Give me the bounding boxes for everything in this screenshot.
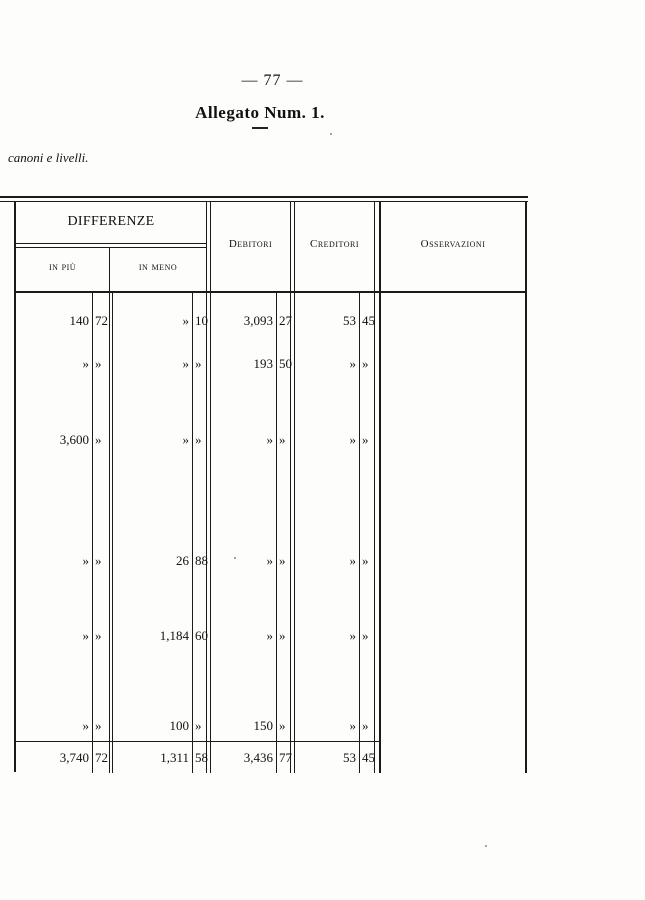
differenze-rule-2 [14,247,206,248]
cell-piu-dec: » [95,432,102,447]
cell-piu-dec: 72 [95,750,108,765]
top-rule [0,196,528,198]
cell-cred-dec: » [362,432,369,447]
rule-deb-end-b [294,201,295,773]
cell-deb-int: 3,436 [243,750,273,765]
cell-meno-int: » [182,356,189,371]
cell-piu-int: » [82,718,89,733]
cell-deb-int: 150 [253,718,273,733]
speck [234,557,236,559]
cell-cred-dec: » [362,356,369,371]
cell-meno-dec: 10 [195,313,208,328]
cell-piu-dec: » [95,718,102,733]
page-number: — 77 — [241,72,304,89]
cell-cred-dec: » [362,628,369,643]
totals-rule [16,741,380,742]
header-osservazioni: Osservazioni [420,238,486,250]
cell-piu-int: » [82,356,89,371]
cell-cred-dec: 45 [362,750,375,765]
cell-meno-int: » [182,313,189,328]
cell-cred-int: » [349,432,356,447]
annex-title: Allegato Num. 1. [195,103,325,122]
cell-piu-int: » [82,553,89,568]
rule-left [14,201,16,772]
cell-cred-int: » [349,718,356,733]
cell-cred-dec: » [362,553,369,568]
rule-diff-end-b [210,201,211,773]
cell-meno-int: 1,311 [160,750,189,765]
cell-deb-int: 193 [253,356,273,371]
cell-deb-dec: » [279,718,286,733]
cell-deb-dec: 50 [279,356,292,371]
rule-cred-dec [359,293,360,773]
rule-diff-end-a [206,201,207,773]
cell-deb-dec: » [279,432,286,447]
rule-cred-end-b [379,201,381,773]
cell-meno-dec: » [195,718,202,733]
differenze-rule [14,243,206,244]
header-creditori: Creditori [309,238,360,250]
header-in-piu: in più [48,261,77,273]
cell-deb-int: 3,093 [243,313,273,328]
cell-meno-dec: 58 [195,750,208,765]
cell-piu-dec: » [95,553,102,568]
cell-meno-dec: » [195,432,202,447]
cell-cred-int: » [349,553,356,568]
cell-cred-int: 53 [343,750,356,765]
cell-piu-dec: » [95,628,102,643]
cell-meno-int: 1,184 [159,628,189,643]
cell-piu-int: » [82,628,89,643]
cell-piu-int: 3,740 [59,750,89,765]
cell-meno-int: 100 [169,718,189,733]
speck [485,845,487,847]
rule-right [525,201,527,773]
header-debitori: Debitori [228,238,273,250]
cell-cred-int: 53 [343,313,356,328]
cell-meno-int: 26 [176,553,189,568]
cell-meno-int: » [182,432,189,447]
cell-deb-int: » [266,553,273,568]
rule-cred-end-a [374,201,375,773]
cell-cred-int: » [349,628,356,643]
rule-piu-dec [92,293,93,773]
cell-deb-dec: 77 [279,750,292,765]
cell-cred-dec: » [362,718,369,733]
top-rule-thin [0,201,528,202]
cell-deb-int: » [266,628,273,643]
cell-piu-int: 3,600 [59,432,89,447]
header-bottom-rule [14,291,526,293]
cell-deb-dec: » [279,553,286,568]
header-differenze: DIFFERENZE [67,214,155,229]
speck [330,133,332,135]
cell-cred-int: » [349,356,356,371]
cell-piu-dec: 72 [95,313,108,328]
cell-meno-dec: » [195,356,202,371]
cell-deb-int: » [266,432,273,447]
cell-piu-dec: » [95,356,102,371]
cell-meno-dec: 60 [195,628,208,643]
cell-deb-dec: » [279,628,286,643]
cell-meno-dec: 88 [195,553,208,568]
cell-piu-int: 140 [69,313,89,328]
cell-deb-dec: 27 [279,313,292,328]
caption: canoni e livelli. [8,150,89,165]
header-in-meno: in meno [138,261,178,273]
cell-cred-dec: 45 [362,313,375,328]
rule-deb-end-a [290,201,291,773]
